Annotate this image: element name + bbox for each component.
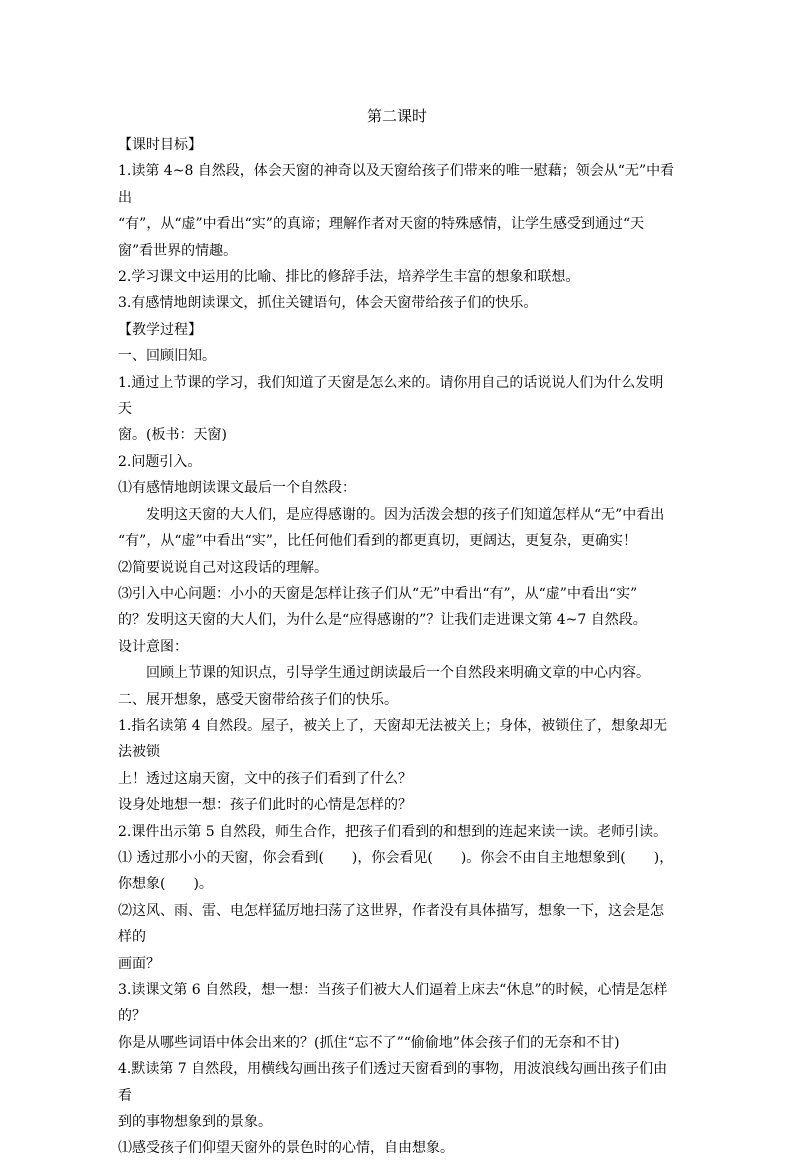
text-line: 1.通过上节课的学习，我们知道了天窗是怎么来的。请你用自己的话说说人们为什么发明天 (118, 374, 664, 418)
text-line: “有”，从“虚”中看出“实”的真谛；理解作者对天窗的特殊感情，让学生感受到通过“天 (118, 216, 645, 233)
text-line: 一、回顾旧知。 (118, 348, 216, 365)
text-line: ⑶引入中心问题：小小的天窗是怎样让孩子们从“无”中看出“有”，从“虚”中看出“实” (118, 585, 638, 602)
text-line: “有”，从“虚”中看出“实”，比任何他们看到的都更真切，更阔达，更复杂，更确实！ (118, 533, 637, 550)
text-line: 2.问题引入。 (118, 453, 202, 470)
document-body (118, 132, 676, 1162)
page-title: 第二课时 (366, 107, 427, 125)
text-line: ⑵这风、雨、雷、电怎样猛厉地扫荡了这世界，作者没有具体描写，想象一下，这会是怎样的 (118, 902, 664, 946)
text-line: 【课时目标】 (118, 137, 202, 153)
text-line: ⑵简要说说自己对这段话的理解。 (118, 559, 328, 576)
text-line: 到的事物想象到的景象。 (118, 1114, 272, 1131)
text-line: 4.默读第 7 自然段，用横线勾画出孩子们透过天窗看到的事物，用波浪线勾画出孩子们由看 (118, 1061, 668, 1104)
text-line: ⑴有感情地朗读课文最后一个自然段： (118, 480, 356, 497)
text-line: 窗。(板书：天窗) (118, 427, 227, 444)
text-line: 1.读第 4~8 自然段，体会天窗的神奇以及天窗给孩子们带来的唯一慰藉；领会从“无”中看出 (118, 163, 675, 206)
text-line: 3.有感情地朗读课文，抓住关键语句，体会天窗带给孩子们的快乐。 (118, 295, 538, 312)
text-line: 窗”看世界的情趣。 (118, 242, 238, 259)
text-line: 3.读课文第 6 自然段，想一想：当孩子们被大人们逼着上床去“休息”的时候，心情是怎样的？ (118, 982, 668, 1025)
text-line: 【教学过程】 (118, 321, 202, 338)
text-line: 2.课件出示第 5 自然段，师生合作，把孩子们看到的和想到的连起来读一读。老师引读。 (118, 823, 668, 840)
text-line: 2.学习课文中运用的比喻、排比的修辞手法，培养学生丰富的想象和联想。 (118, 269, 580, 286)
text-line: ⑴ 透过那小小的天窗，你会看到( )，你会看见( )。你会不由自主地想象到( )， (118, 849, 674, 866)
text-line: 设身处地想一想：孩子们此时的心情是怎样的？ (118, 797, 412, 814)
text-line: 你想象( )。 (118, 876, 213, 893)
text-line: 画面？ (118, 955, 160, 972)
text-line: ⑴感受孩子们仰望天窗外的景色时的心情，自由想象。 (118, 1140, 454, 1157)
text-line: 上！透过这扇天窗，文中的孩子们看到了什么？ (118, 770, 412, 787)
text-line: 回顾上节课的知识点，引导学生通过朗读最后一个自然段来明确文章的中心内容。 (146, 665, 650, 682)
text-line: 1.指名读第 4 自然段。屋子，被关上了，天窗却无法被关上；身体，被锁住了，想象却无法被锁 (118, 717, 668, 761)
text-line: 发明这天窗的大人们，是应得感谢的。因为活泼会想的孩子们知道怎样从“无”中看出 (146, 506, 665, 523)
text-line: 你是从哪些词语中体会出来的？(抓住“忘不了”“偷偷地”体会孩子们的无奈和不甘) (118, 1034, 620, 1051)
text-line: 的？发明这天窗的大人们，为什么是“应得感谢的”？让我们走进课文第 4~7 自然段。 (118, 612, 647, 629)
text-line: 设计意图： (118, 638, 188, 655)
text-line: 二、展开想象，感受天窗带给孩子们的快乐。 (118, 691, 398, 708)
